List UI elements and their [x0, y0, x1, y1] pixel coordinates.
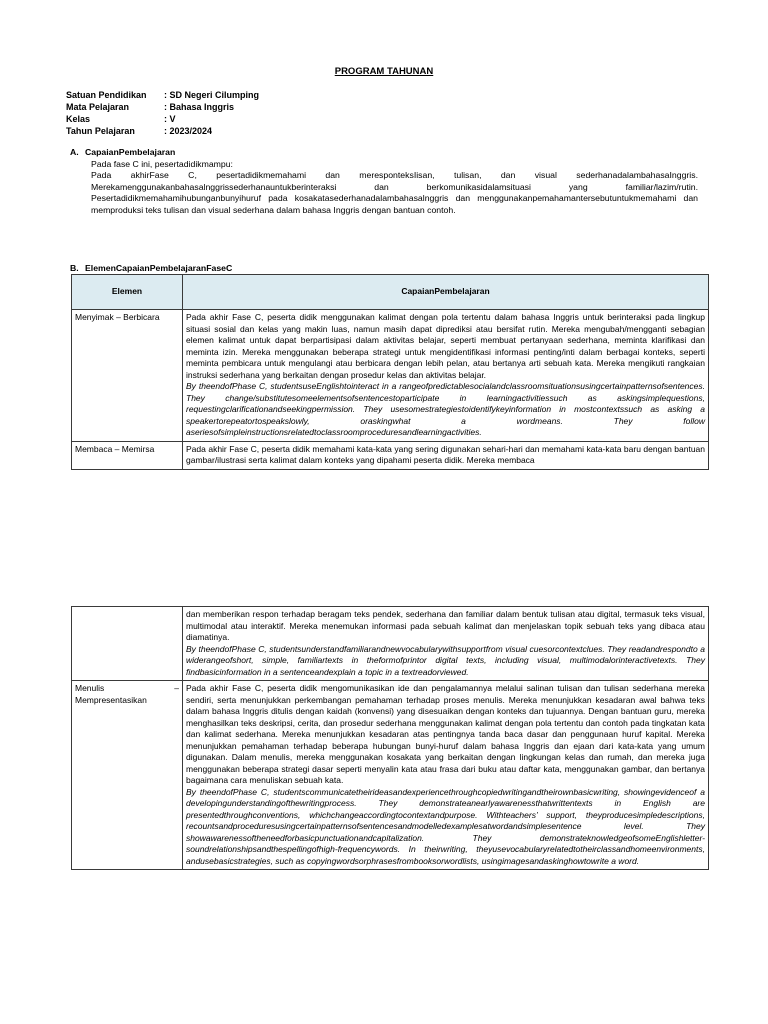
outcome-text-id: Pada akhir Fase C, peserta didik memahami kata-kata yang sering digunakan sehari-hari dan memahami kata-kata baru dengan bantuan gambar/ilustrasi serta kalimat dalam konteks yang dipahami peserta didik. Mereka membaca [186, 443, 705, 465]
document-title: PROGRAM TAHUNAN [334, 66, 434, 77]
element-cell-empty [72, 607, 183, 681]
section-b-number: B. [70, 263, 79, 273]
table-row [72, 310, 709, 442]
element-cell [72, 681, 183, 870]
identity-row-year [66, 125, 259, 137]
learning-outcomes-table [71, 274, 709, 470]
section-a-body: Pada akhirFase C, pesertadidikmemahami dan meresponteksIisan, tulisan, dan visual sederhanadalambahasaInggris. Merekamenggunakanbahasalnggrissederhanauntukberinteraksi dan berkomunikasidalamsituasi yang familiar/lazim/rutin. Pesertadidikmemahamihubunganbunyihuruf pada kosakatasederhanadalambahasalnggris dan menggunakanpemahamantersebutuntukmemahami dan memproduksi teks tulisan dan visual sederhana dalam bahasa Inggris dengan bantuan contoh. [91, 170, 698, 215]
outcome-text-en: By theendofPhase C, studentsuseEnglishtointeract in a rangeofpredictablesocialandclassroomsituationsusingcertainpatternsofsentences. They change/substitutesomeelementsofsentencestoparticipate in learningactivitiessuch as askingsimplequestions, requestingclarificationandseekingpermission. They usesomestrategiestoidentifykeyinformation in mostcontextssuch as asking a speakertorepeatortospeakslowly, oraskingwhat a wordmeans. They follow aseriesofsimpleinstructionsrelatedtoclassroomproceduresandlearningactivities. [186, 381, 705, 437]
identity-label: Satuan Pendidikan [66, 90, 147, 100]
identity-label: Mata Pelajaran [66, 102, 130, 112]
table-row [72, 681, 709, 870]
identity-row-subject [66, 101, 259, 113]
outcome-cell [183, 310, 709, 442]
outcome-text-id: Pada akhir Fase C, peserta didik menggunakan kalimat dengan pola tertentu dalam bahasa Inggris untuk berinteraksi pada lingkup situasi sosial dan kelas yang makin luas, namun masih dapat diprediksi atau bersifat rutin. Mereka mengubah/mengganti sebagian elemen kalimat untuk dapat berpartisipasi dalam aktivitas belajar, seperti membuat pertanyaan sederhana, meminta klarifikasi dan meminta izin. Mereka menggunakan beberapa strategi untuk mengidentifikasi informasi penting/inti dalam berbagai konteks, seperti meminta pembicara untuk mengulangi atau berbicara dengan lebih pelan, atau bertanya arti sebuah kata. Mereka mengikuti rangkaian instruksi sederhana yang berkaitan dengan prosedur kelas dan aktivitas belajar. [186, 312, 705, 380]
outcome-text-id: Pada akhir Fase C, peserta didik mengomunikasikan ide dan pengalamannya melalui salinan tulisan dan tulisan sederhana mereka sendiri, serta menunjukkan perkembangan pemahaman terhadap proses menulis. Mereka menunjukkan kesadaran awal bahwa teks dalam bahasa Inggris ditulis dengan kaidah (konvensi) yang disesuaikan dengan konteks dan tujuannya. Dengan bantuan guru, mereka menghasilkan teks deskripsi, cerita, dan prosedur sederhana menggunakan kalimat dengan pola tertentu dan contoh pada tingkatan kata dan kalimat sederhana. Mereka menunjukkan kesadaran atas pentingnya tanda baca dasar dan penggunaan huruf kapital. Mereka menunjukkan pemahaman terhadap beberapa hubungan bunyi-huruf dalam bahasa Inggris dan ejaan dari kata-kata yang umum digunakan. Dalam menulis, mereka menggunakan kosakata yang berkaitan dengan lingkungan kelas dan rumah, dan mereka juga menggunakan beberapa strategi dasar seperti menyalin kata atau frasa dari buku atau daftar kata, menggunakan gambar, dan bertanya bagaimana cara menuliskan sebuah kata. [186, 683, 705, 785]
element-name-part: Menulis [75, 683, 105, 693]
outcome-cell [183, 441, 709, 469]
identity-label: Tahun Pelajaran [66, 126, 135, 136]
element-cell: Membaca – Memirsa [72, 441, 183, 469]
section-a-title: CapaianPembelajaran [85, 147, 176, 157]
outcome-cell [183, 607, 709, 681]
section-b-title: ElemenCapaianPembelajaranFaseC [85, 263, 233, 273]
outcome-cell [183, 681, 709, 870]
outcome-text-id: dan memberikan respon terhadap beragam teks pendek, sederhana dan familiar dalam bentuk tulisan atau digital, termasuk teks visual, multimodal atau interaktif. Mereka menemukan informasi pada sebuah kalimat dan menjelaskan topik sebuah teks yang dibaca atau diamatinya. [186, 609, 705, 642]
identity-label: Kelas [66, 114, 91, 124]
element-cell: Menyimak – Berbicara [72, 310, 183, 442]
identity-block [66, 89, 259, 137]
identity-value: : 2023/2024 [164, 126, 213, 136]
section-b-heading [70, 263, 232, 273]
element-name-dash: – [174, 683, 179, 693]
identity-value: : V [164, 114, 176, 124]
header-outcome: CapaianPembelajaran [183, 275, 709, 310]
table-row [72, 441, 709, 469]
identity-value: : SD Negeri Cilumping [164, 90, 260, 100]
section-a [70, 147, 698, 217]
section-a-intro: Pada fase C ini, pesertadidikmampu: [91, 158, 233, 169]
identity-row-school [66, 89, 259, 101]
document-page-2 [0, 560, 768, 1024]
learning-outcomes-table-continued [71, 606, 709, 870]
section-a-number: A. [70, 147, 79, 157]
outcome-text-en: By theendofPhase C, studentsunderstandfamiliarandnewvocabularywithsupportfrom visual cuesorcontextclues. They readandrespondto a widerangeofshort, simple, familiartexts in theformofprintor digital texts, including visual, multimodalorinteractivetexts. They findbasicinformation in a sentenceandexplain a topic in a textreadorviewed. [186, 643, 705, 677]
table-header-row [72, 275, 709, 310]
identity-row-class [66, 113, 259, 125]
outcome-text-en: By theendofPhase C, studentscommunicatetheirideasandexperiencethroughcopiedwritingandtheirownbasicwriting, showingevidenceof a developingunderstandingofthewritingprocess. They demonstrateanearlyawarenessthatwrittentexts in English are presentedthroughconventions, whichchangeaccordingtocontextandpurpose. Withteachers’ support, theyproducesimpledescriptions, recountsandproceduresusingcertainpatternsofsentencesandmodelledexamplesatwordandsimplesentence level. They showawarenessoftheneedforbasicpunctuationandcapitalization. They demonstrateknowledgeofsomeEnglishletter-soundrelationshipsandthespellingofhigh-frequencywords. In theirwriting, theyusevocabularyrelatedtotheirclassandhomeenvironments, andusebasicstrategies, such as copyingwordsorphrasesfrombooksorwordlists, usingimagesandaskinghowtowrite a word. [186, 786, 705, 866]
table-row [72, 607, 709, 681]
identity-value: : Bahasa Inggris [164, 102, 235, 112]
header-element: Elemen [72, 275, 183, 310]
element-name-part: Mempresentasikan [75, 694, 147, 705]
element-name-line [75, 683, 179, 695]
section-a-heading [70, 147, 698, 159]
